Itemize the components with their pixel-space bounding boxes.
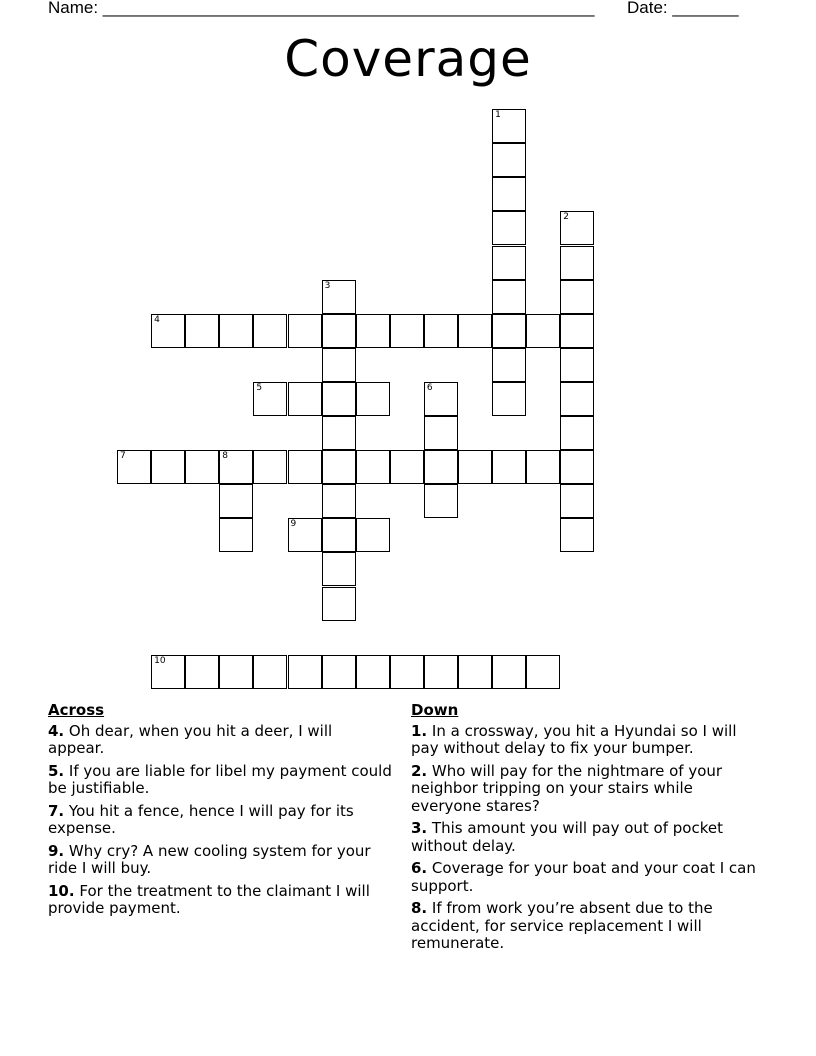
crossword-cell[interactable] bbox=[219, 314, 253, 348]
down-clues bbox=[411, 702, 756, 958]
across-clues bbox=[48, 702, 393, 923]
crossword-cell[interactable] bbox=[526, 314, 560, 348]
crossword-cell[interactable] bbox=[322, 280, 356, 314]
clue-number-label: 10 bbox=[154, 655, 166, 666]
crossword-cell[interactable] bbox=[185, 655, 219, 689]
crossword-cell[interactable] bbox=[322, 552, 356, 586]
crossword-cell[interactable] bbox=[560, 416, 594, 450]
crossword-cell[interactable] bbox=[356, 518, 390, 552]
clue-number: 2. bbox=[411, 761, 428, 780]
crossword-cell[interactable] bbox=[560, 348, 594, 382]
crossword-cell[interactable] bbox=[424, 382, 458, 416]
date-field: Date: _______ bbox=[627, 0, 739, 17]
clue-text: Who will pay for the nightmare of your neighbor tripping on your stairs while everyone stares? bbox=[411, 761, 723, 815]
across-clue bbox=[48, 803, 393, 838]
crossword-cell[interactable] bbox=[390, 450, 424, 484]
crossword-cell[interactable] bbox=[526, 450, 560, 484]
crossword-cell[interactable] bbox=[253, 450, 287, 484]
crossword-cell[interactable] bbox=[253, 382, 287, 416]
crossword-cell[interactable] bbox=[322, 382, 356, 416]
crossword-cell[interactable] bbox=[492, 143, 526, 177]
crossword-cell[interactable] bbox=[288, 655, 322, 689]
crossword-cell[interactable] bbox=[424, 314, 458, 348]
clue-number-label: 1 bbox=[495, 110, 501, 121]
crossword-cell[interactable] bbox=[253, 655, 287, 689]
crossword-cell[interactable] bbox=[390, 655, 424, 689]
clue-text: If from work you’re absent due to the accident, for service replacement I will remunerate. bbox=[411, 899, 713, 952]
crossword-cell[interactable] bbox=[560, 518, 594, 552]
clue-number-label: 5 bbox=[256, 382, 263, 393]
crossword-cell[interactable] bbox=[219, 518, 253, 552]
clue-text: In a crossway, you hit a Hyundai so I will pay without delay to fix your bumper. bbox=[411, 721, 737, 757]
crossword-cell[interactable] bbox=[492, 211, 526, 245]
clue-number: 9. bbox=[48, 841, 65, 860]
down-clue bbox=[411, 820, 756, 855]
crossword-cell[interactable] bbox=[492, 246, 526, 280]
crossword-cell[interactable] bbox=[356, 314, 390, 348]
down-clue bbox=[411, 723, 756, 758]
crossword-cell[interactable] bbox=[458, 655, 492, 689]
crossword-cell[interactable] bbox=[560, 211, 594, 245]
crossword-cell[interactable] bbox=[151, 655, 185, 689]
crossword-cell[interactable] bbox=[322, 416, 356, 450]
name-field: Name: ____________________________________________________ bbox=[48, 0, 595, 17]
crossword-cell[interactable] bbox=[288, 314, 322, 348]
clue-number-label: 4 bbox=[154, 314, 160, 325]
crossword-cell[interactable] bbox=[117, 450, 151, 484]
clue-text: Coverage for your boat and your coat I can support. bbox=[411, 859, 756, 895]
clue-number: 5. bbox=[48, 761, 65, 780]
crossword-cell[interactable] bbox=[458, 450, 492, 484]
crossword-cell[interactable] bbox=[458, 314, 492, 348]
crossword-cell[interactable] bbox=[560, 450, 594, 484]
crossword-cell[interactable] bbox=[322, 655, 356, 689]
crossword-cell[interactable] bbox=[560, 484, 594, 518]
clue-number: 8. bbox=[411, 899, 428, 917]
clue-number: 3. bbox=[411, 819, 428, 837]
clue-number: 1. bbox=[411, 721, 428, 740]
clue-number-label: 2 bbox=[563, 212, 570, 223]
crossword-cell[interactable] bbox=[322, 314, 356, 348]
crossword-cell[interactable] bbox=[151, 314, 185, 348]
down-clue bbox=[411, 763, 756, 816]
crossword-cell[interactable] bbox=[390, 314, 424, 348]
crossword-cell[interactable] bbox=[492, 177, 526, 211]
down-clue bbox=[411, 860, 756, 895]
clue-text: This amount you will pay out of pocket without delay. bbox=[411, 819, 723, 855]
crossword-cell[interactable] bbox=[322, 450, 356, 484]
crossword-cell[interactable] bbox=[356, 382, 390, 416]
crossword-cell[interactable] bbox=[560, 246, 594, 280]
across-clue bbox=[48, 763, 393, 798]
crossword-cell[interactable] bbox=[322, 348, 356, 382]
crossword-cell[interactable] bbox=[322, 518, 356, 552]
across-clue bbox=[48, 883, 393, 918]
crossword-cell[interactable] bbox=[322, 587, 356, 621]
crossword-cell[interactable] bbox=[219, 484, 253, 518]
clue-text: Oh dear, when you hit a deer, I will appear. bbox=[48, 721, 333, 757]
crossword-cell[interactable] bbox=[424, 655, 458, 689]
crossword-cell[interactable] bbox=[492, 655, 526, 689]
clue-number-label: 9 bbox=[290, 519, 297, 530]
across-clue bbox=[48, 843, 393, 878]
clue-text: For the treatment to the claimant I will provide payment. bbox=[48, 881, 370, 917]
crossword-cell[interactable] bbox=[288, 382, 322, 416]
crossword-cell[interactable] bbox=[560, 382, 594, 416]
across-clue bbox=[48, 723, 393, 758]
crossword-cell[interactable] bbox=[288, 450, 322, 484]
crossword-cell[interactable] bbox=[424, 484, 458, 518]
crossword-cell[interactable] bbox=[560, 280, 594, 314]
crossword-cell[interactable] bbox=[492, 280, 526, 314]
crossword-cell[interactable] bbox=[185, 314, 219, 348]
crossword-cell[interactable] bbox=[356, 450, 390, 484]
page-title: Coverage bbox=[284, 30, 532, 88]
crossword-cell[interactable] bbox=[356, 655, 390, 689]
crossword-cell[interactable] bbox=[492, 348, 526, 382]
crossword-cell[interactable] bbox=[151, 450, 185, 484]
clue-text: Why cry? A new cooling system for your ride I will buy. bbox=[48, 841, 371, 877]
crossword-cell[interactable] bbox=[492, 314, 526, 348]
crossword-cell[interactable] bbox=[253, 314, 287, 348]
crossword-cell[interactable] bbox=[526, 655, 560, 689]
clue-number: 4. bbox=[48, 721, 65, 740]
crossword-cell[interactable] bbox=[492, 109, 526, 143]
across-heading: Across bbox=[48, 701, 105, 719]
clue-number: 10. bbox=[48, 881, 75, 900]
crossword-cell[interactable] bbox=[219, 450, 253, 484]
crossword-cell[interactable] bbox=[322, 484, 356, 518]
down-heading: Down bbox=[411, 701, 459, 719]
clue-number-label: 3 bbox=[324, 280, 331, 291]
clue-text: If you are liable for libel my payment could be justifiable. bbox=[48, 761, 392, 797]
clue-number: 7. bbox=[48, 801, 65, 820]
crossword-cell[interactable] bbox=[424, 450, 458, 484]
crossword-cell[interactable] bbox=[219, 655, 253, 689]
clue-text: You hit a fence, hence I will pay for its expense. bbox=[48, 801, 354, 837]
crossword-cell[interactable] bbox=[492, 450, 526, 484]
crossword-cell[interactable] bbox=[185, 450, 219, 484]
clue-number-label: 6 bbox=[426, 382, 433, 393]
crossword-cell[interactable] bbox=[560, 314, 594, 348]
crossword-cell[interactable] bbox=[492, 382, 526, 416]
clue-number: 6. bbox=[411, 859, 428, 877]
clue-number-label: 8 bbox=[222, 451, 229, 462]
clue-number-label: 7 bbox=[120, 451, 126, 462]
crossword-cell[interactable] bbox=[424, 416, 458, 450]
down-clue bbox=[411, 900, 756, 953]
crossword-cell[interactable] bbox=[288, 518, 322, 552]
